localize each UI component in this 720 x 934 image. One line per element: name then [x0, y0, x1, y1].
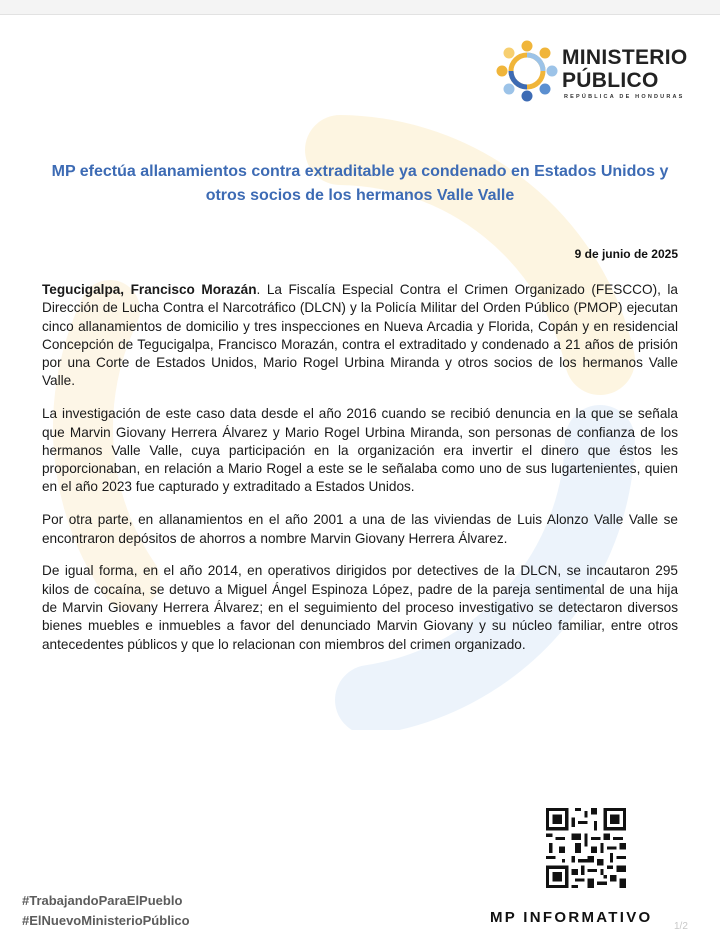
hashtags: [22, 892, 190, 932]
qr-code-icon: [546, 808, 626, 888]
paragraph-4: De igual forma, en el año 2014, en operativos dirigidos por detectives de la DLCN, se incautaron 295 kilos de cocaína, se detuvo a Miguel Ángel Espinoza López, padre de la pareja sentimental de una hija de Marvin Giovany Herrera Álvarez; en el seguimiento del proceso investigativo se detectaron diversos bienes muebles e inmuebles a favor del denunciado Marvin Giovany y su núcleo familiar, entre otros antecedentes públicos y que lo relacionan con miembros del crimen organizado.: [42, 563, 678, 652]
logo-title: [562, 46, 688, 92]
ring-of-people-logo-icon: [494, 38, 560, 104]
page-number: 1/2: [674, 921, 688, 932]
article-title: MP efectúa allanamientos contra extraditable ya condenado en Estados Unidos y otros socios de los hermanos Valle Valle: [51, 163, 669, 204]
footer-brand: MP INFORMATIVO: [490, 909, 653, 926]
paragraph-1-text: . La Fiscalía Especial Contra el Crimen Organizado (FESCCO), la Dirección de Lucha Contra el Narcotráfico (DLCN) y la Policía Militar del Orden Público (PMOP) ejecutan cinco allanamientos de domicilio y tres inspecciones en Nueva Arcadia y Florida, Copán y en residencial Concepción de Tegucigalpa, Francisco Morazán, contra el extraditado y condenado a 21 años de prisión por una Corte de Estados Unidos, Mario Rogel Urbina Miranda y otros socios de los hermanos Valle Valle.: [42, 282, 678, 389]
article-date: 9 de junio de 2025: [574, 247, 678, 261]
ministerio-publico-logo: [494, 38, 704, 104]
logo-title-line1: MINISTERIO: [562, 46, 688, 69]
hashtag-nuevo-ministerio: #ElNuevoMinisterioPúblico: [22, 913, 190, 928]
top-bar: [0, 0, 720, 15]
hashtag-trabajando: #TrabajandoParaElPueblo: [22, 893, 183, 908]
logo-subtitle: REPÚBLICA DE HONDURAS: [564, 94, 685, 100]
paragraph-2: La investigación de este caso data desde el año 2016 cuando se recibió denuncia en la que se señala que Marvin Giovany Herrera Álvarez y Mario Rogel Urbina Miranda, son personas de confianza de los hermanos Valle Valle, cuya participación en la organización era invertir el dinero que éstos les proporcionaban, en relación a Mario Rogel a este se le señalaba como uno de sus lugartenientes, quien en el año 2023 fue capturado y extraditado a Estados Unidos.: [42, 406, 678, 495]
article-body: [42, 281, 678, 668]
lead-location: Tegucigalpa, Francisco Morazán: [42, 282, 257, 297]
paragraph-1: [42, 281, 678, 391]
paragraph-3: Por otra parte, en allanamientos en el año 2001 a una de las viviendas de Luis Alonzo Valle Valle se encontraron depósitos de ahorros a nombre Marvin Giovany Herrera Álvarez.: [42, 512, 678, 546]
logo-title-line2: PÚBLICO: [562, 69, 659, 92]
